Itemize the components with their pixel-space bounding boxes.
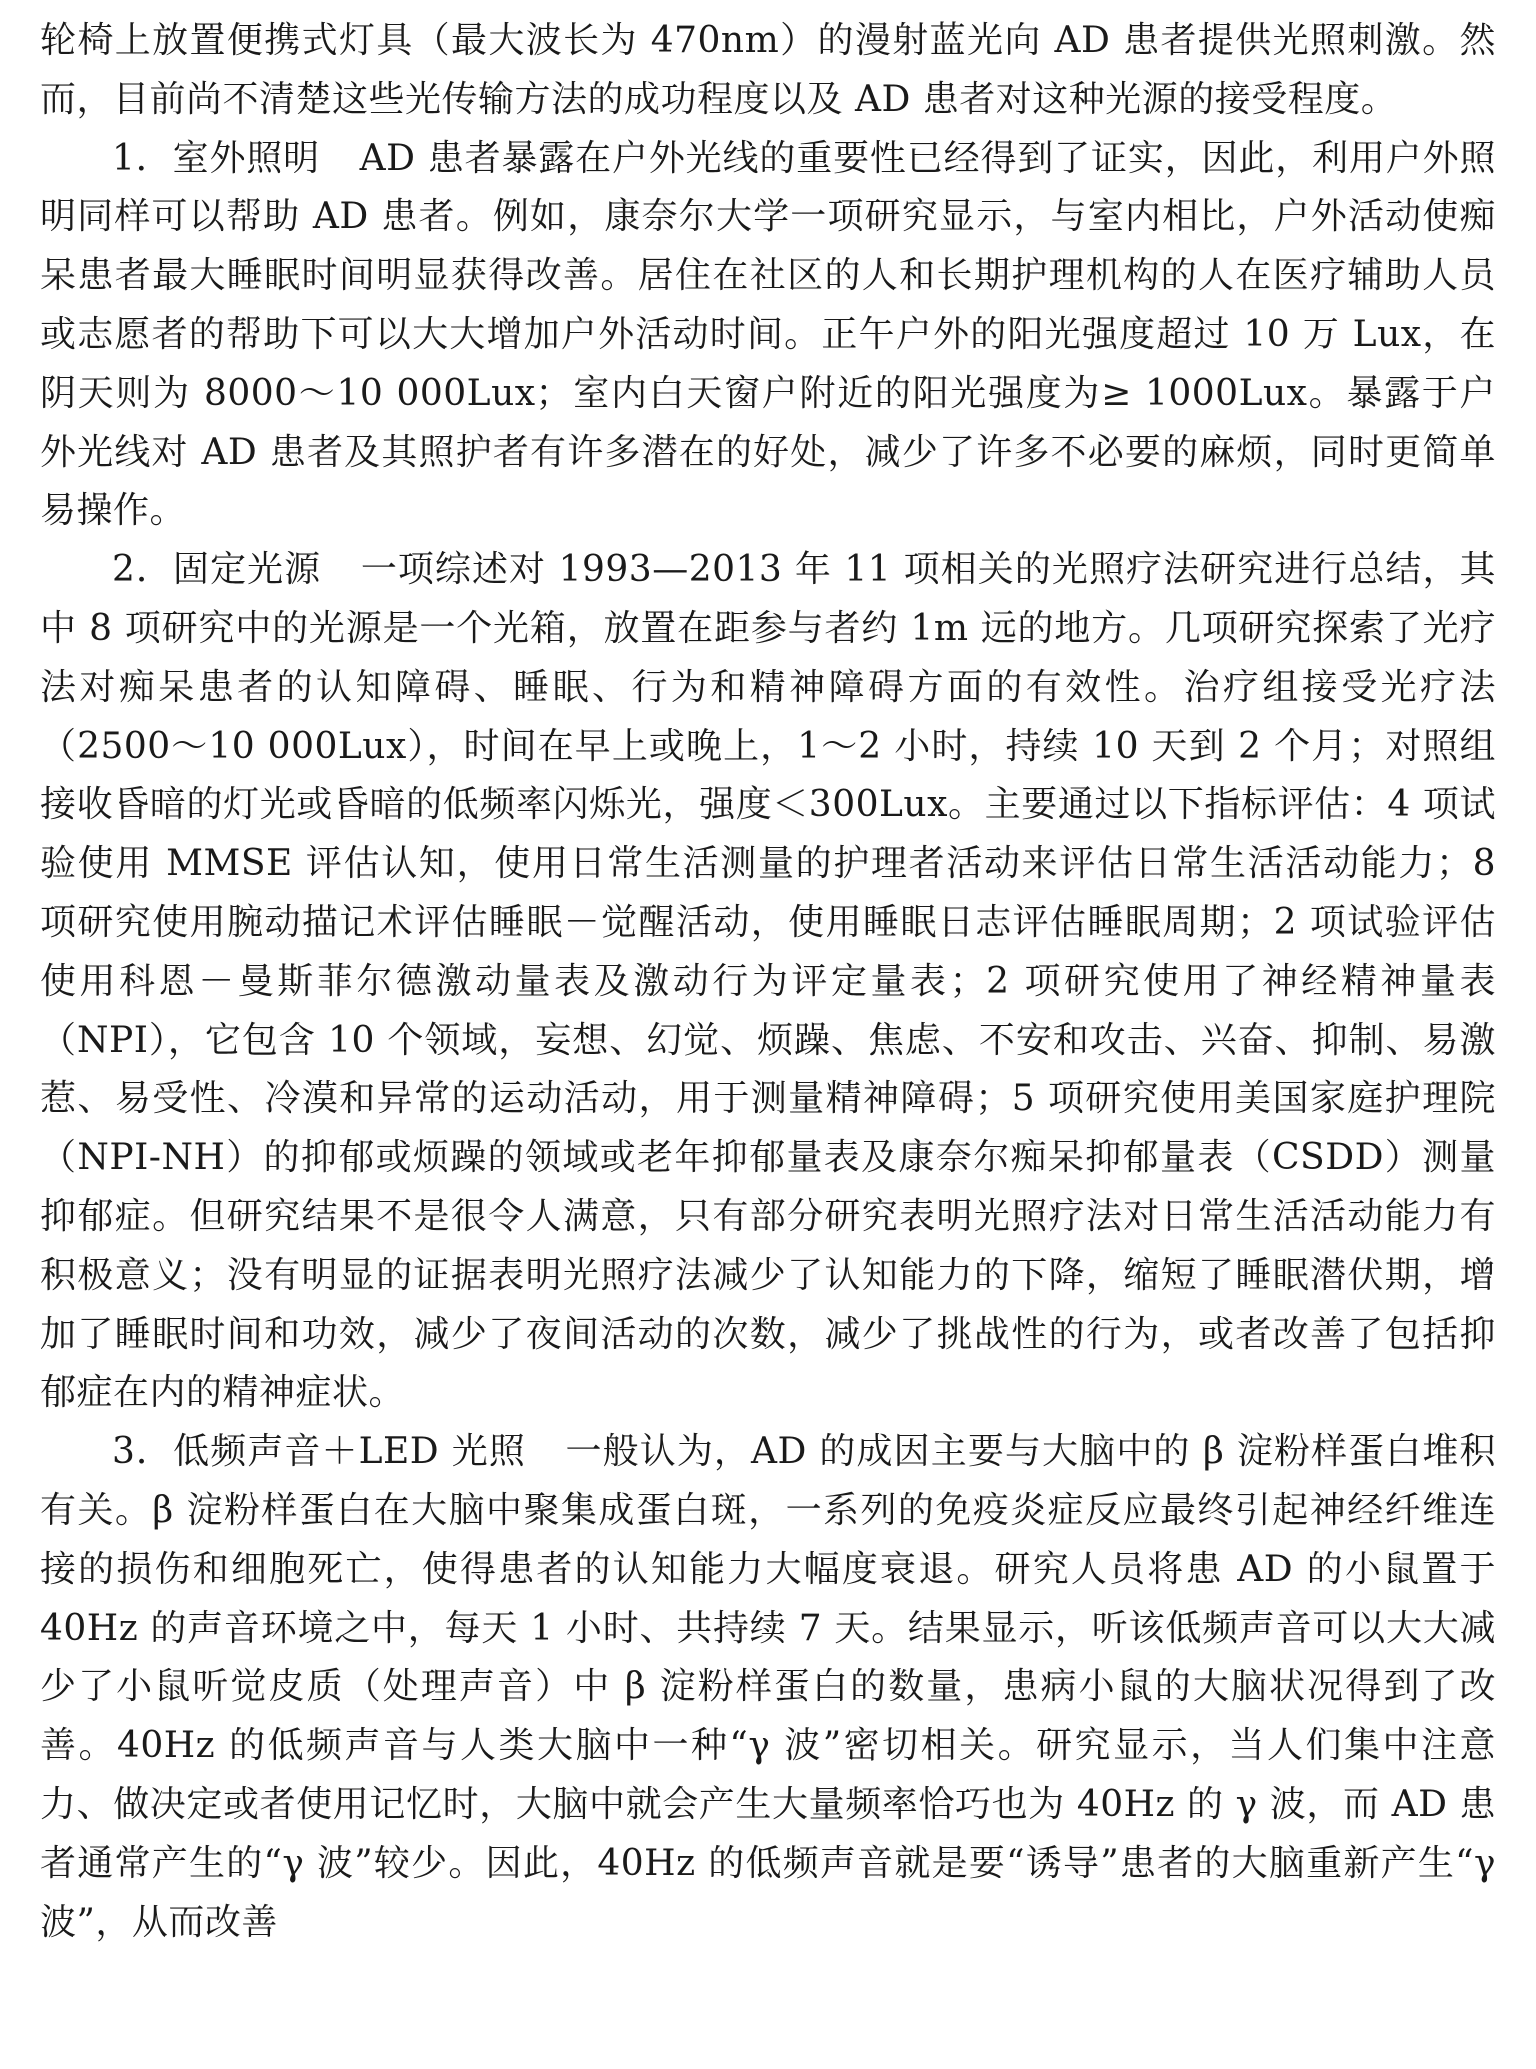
section-heading: 2．固定光源 bbox=[112, 549, 322, 591]
paragraph-intro bbox=[40, 12, 1496, 130]
document-page bbox=[40, 12, 1496, 2062]
paragraph-text: 一般认为，AD 的成因主要与大脑中的 β 淀粉样蛋白堆积有关。β 淀粉样蛋白在大脑中聚集成蛋白斑，一系列的免疫炎症反应最终引起神经纤维连接的损伤和细胞死亡，使得患者的认知能力大幅度衰退。研究人员将患 AD 的小鼠置于 40Hz 的声音环境之中，每天 1 小时、共持续 7 天。结果显示，听该低频声音可以大大减少了小鼠听觉皮质（处理声音）中 β 淀粉样蛋白的数量，患病小鼠的大脑状况得到了改善。40Hz 的低频声音与人类大脑中一种“γ 波”密切相关。研究显示，当人们集中注意力、做决定或者使用记忆时，大脑中就会产生大量频率恰巧也为 40Hz 的 γ 波，而 AD 患者通常产生的“γ 波”较少。因此，40Hz 的低频声音就是要“诱导”患者的大脑重新产生“γ 波”，从而改善 bbox=[40, 1431, 1496, 1943]
paragraph-outdoor-lighting bbox=[40, 130, 1496, 542]
section-heading: 1．室外照明 bbox=[112, 137, 320, 179]
paragraph-fixed-light-source bbox=[40, 541, 1496, 1423]
section-heading: 3．低频声音＋LED 光照 bbox=[112, 1431, 526, 1473]
paragraph-text: AD 患者暴露在户外光线的重要性已经得到了证实，因此，利用户外照明同样可以帮助 AD 患者。例如，康奈尔大学一项研究显示，与室内相比，户外活动使痴呆患者最大睡眠时间明显获得改善。居住在社区的人和长期护理机构的人在医疗辅助人员或志愿者的帮助下可以大大增加户外活动时间。正午户外的阳光强度超过 10 万 Lux，在阴天则为 8000～10 000Lux；室内白天窗户附近的阳光强度为≥ 1000Lux。暴露于户外光线对 AD 患者及其照护者有许多潜在的好处，减少了许多不必要的麻烦，同时更简单易操作。 bbox=[40, 137, 1496, 532]
paragraph-text: 一项综述对 1993—2013 年 11 项相关的光照疗法研究进行总结，其中 8 项研究中的光源是一个光箱，放置在距参与者约 1m 远的地方。几项研究探索了光疗法对痴呆患者的认知障碍、睡眠、行为和精神障碍方面的有效性。治疗组接受光疗法（2500～10 000Lux），时间在早上或晚上，1～2 小时，持续 10 天到 2 个月；对照组接收昏暗的灯光或昏暗的低频率闪烁光，强度＜300Lux。主要通过以下指标评估：4 项试验使用 MMSE 评估认知，使用日常生活测量的护理者活动来评估日常生活活动能力；8 项研究使用腕动描记术评估睡眠－觉醒活动，使用睡眠日志评估睡眠周期；2 项试验评估使用科恩－曼斯菲尔德激动量表及激动行为评定量表；2 项研究使用了神经精神量表（NPI），它包含 10 个领域，妄想、幻觉、烦躁、焦虑、不安和攻击、兴奋、抑制、易激惹、易受性、冷漠和异常的运动活动，用于测量精神障碍；5 项研究使用美国家庭护理院（NPI-NH）的抑郁或烦躁的领域或老年抑郁量表及康奈尔痴呆抑郁量表（CSDD）测量抑郁症。但研究结果不是很令人满意，只有部分研究表明光照疗法对日常生活活动能力有积极意义；没有明显的证据表明光照疗法减少了认知能力的下降，缩短了睡眠潜伏期，增加了睡眠时间和功效，减少了夜间活动的次数，减少了挑战性的行为，或者改善了包括抑郁症在内的精神症状。 bbox=[40, 549, 1496, 1414]
paragraph-sound-led bbox=[40, 1423, 1496, 1952]
paragraph-text: 轮椅上放置便携式灯具（最大波长为 470nm）的漫射蓝光向 AD 患者提供光照刺激。然而，目前尚不清楚这些光传输方法的成功程度以及 AD 患者对这种光源的接受程度。 bbox=[40, 20, 1496, 120]
